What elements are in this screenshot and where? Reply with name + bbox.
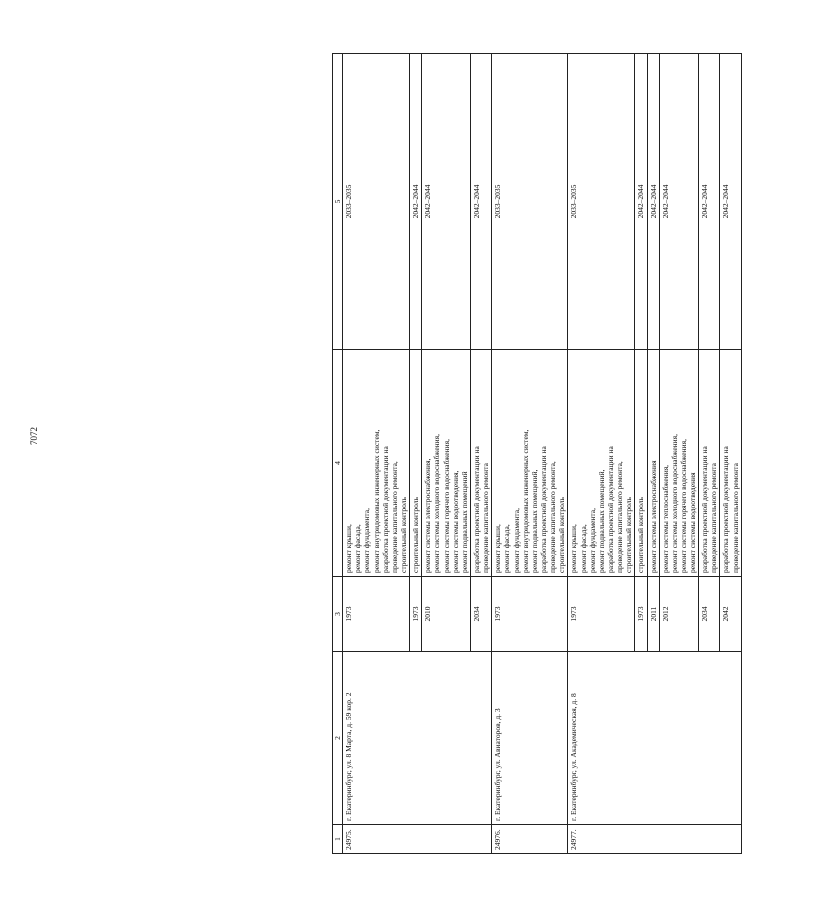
repair-period-cell: 2042–2044 [635,54,647,350]
work-item: проведение капитального ремонта [730,463,740,573]
works-cell [635,350,647,577]
work-item: разработка проектной документации на [700,446,710,573]
repair-period-cell: 2033–2035 [568,54,635,350]
work-item: ремонт системы холодного водоснабжения, [432,433,442,573]
building-number: 24975. [343,825,492,854]
work-item: ремонт системы водоотведения, [450,470,460,573]
column-number: 3 [333,577,343,652]
work-item: ремонт системы холодного водоснабжения, [669,433,679,573]
works-cell [699,350,720,577]
year-cell: 2034 [699,577,720,652]
building-address: г. Екатеринбург, ул. 8 Марта, д. 59 кор. 2 [343,652,492,825]
column-number: 2 [333,652,343,825]
building-address: г. Екатеринбург, ул. Авиаторов, д. 3 [492,652,568,825]
work-item: ремонт подвальных помещений [459,471,469,573]
works-cell [647,350,659,577]
repair-period-cell: 2042–2044 [410,54,422,350]
repair-period-cell: 2042–2044 [647,54,659,350]
works-cell [568,350,635,577]
column-number: 4 [333,350,343,577]
work-item: ремонт крыши, [569,524,579,573]
page-number: 7072 [29,427,39,445]
works-cell [410,350,422,577]
building-number: 24977. [568,825,741,854]
year-cell: 2042 [720,577,741,652]
table-row [343,54,410,854]
year-cell: 2010 [422,577,471,652]
year-cell: 1973 [343,577,410,652]
building-address: г. Екатеринбург, ул. Академическая, д. 8 [568,652,741,825]
table-body [343,54,742,854]
work-item: проведение капитального ремонта, [615,461,625,573]
year-cell: 1973 [568,577,635,652]
work-item: ремонт внутридомовых инженерных систем, [371,429,381,573]
work-item: ремонт системы водоотведения [688,472,698,573]
year-cell: 1973 [410,577,422,652]
work-item: строительный контроль [411,497,421,573]
work-item: строительный контроль [398,497,408,573]
work-item: ремонт подвальных помещений, [596,469,606,573]
work-item: проведение капитального ремонта [709,463,719,573]
work-item: ремонт подвальных помещений, [529,469,539,573]
work-item: строительный контроль [636,497,646,573]
work-item: ремонт системы электроснабжения [648,460,658,573]
work-item: ремонт крыши, [344,524,354,573]
work-item: ремонт фундамента, [362,508,372,573]
repair-period-cell: 2042–2044 [422,54,471,350]
register-table-container [332,54,828,854]
works-cell [720,350,741,577]
table-row [568,54,635,854]
repair-period-cell: 2042–2044 [659,54,699,350]
work-item: ремонт системы горячего водоснабжения, [441,439,451,573]
work-item: разработка проектной документации на [380,446,390,573]
work-item: строительный контроль [557,497,567,573]
work-item: проведение капитального ремонта [481,463,491,573]
work-item: разработка проектной документации на [721,446,731,573]
work-item: ремонт фундамента, [587,508,597,573]
repair-period-cell: 2042–2044 [720,54,741,350]
work-item: проведение капитального ремонта, [548,461,558,573]
work-item: ремонт фасада, [353,524,363,573]
repair-period-cell: 2042–2044 [470,54,491,350]
year-cell: 2011 [647,577,659,652]
year-cell: 1973 [492,577,568,652]
repair-period-cell: 2033–2035 [492,54,568,350]
repair-period-cell: 2033–2035 [343,54,410,350]
work-item: ремонт системы теплоснабжения, [660,464,670,573]
work-item: ремонт внутридомовых инженерных систем, [520,429,530,573]
year-cell: 1973 [635,577,647,652]
works-cell [492,350,568,577]
work-item: проведение капитального ремонта, [389,461,399,573]
building-number: 24976. [492,825,568,854]
work-item: ремонт фундамента, [511,508,521,573]
work-item: строительный контроль [624,497,634,573]
work-item: ремонт крыши, [493,524,503,573]
work-item: ремонт системы электроснабжения, [423,458,433,573]
capital-repair-table [332,53,742,854]
repair-period-cell: 2042–2044 [699,54,720,350]
column-number: 5 [333,54,343,350]
work-item: разработка проектной документации на [471,446,481,573]
works-cell [659,350,699,577]
work-item: ремонт фасада, [578,524,588,573]
column-number: 1 [333,825,343,854]
year-cell: 2012 [659,577,699,652]
work-item: ремонт системы горячего водоснабжения, [678,439,688,573]
works-cell [422,350,471,577]
work-item: разработка проектной документации на [538,446,548,573]
column-number-row [333,54,343,854]
work-item: разработка проектной документации на [605,446,615,573]
works-cell [470,350,491,577]
table-row [492,54,568,854]
works-cell [343,350,410,577]
year-cell: 2034 [470,577,491,652]
work-item: ремонт фасада, [502,524,512,573]
